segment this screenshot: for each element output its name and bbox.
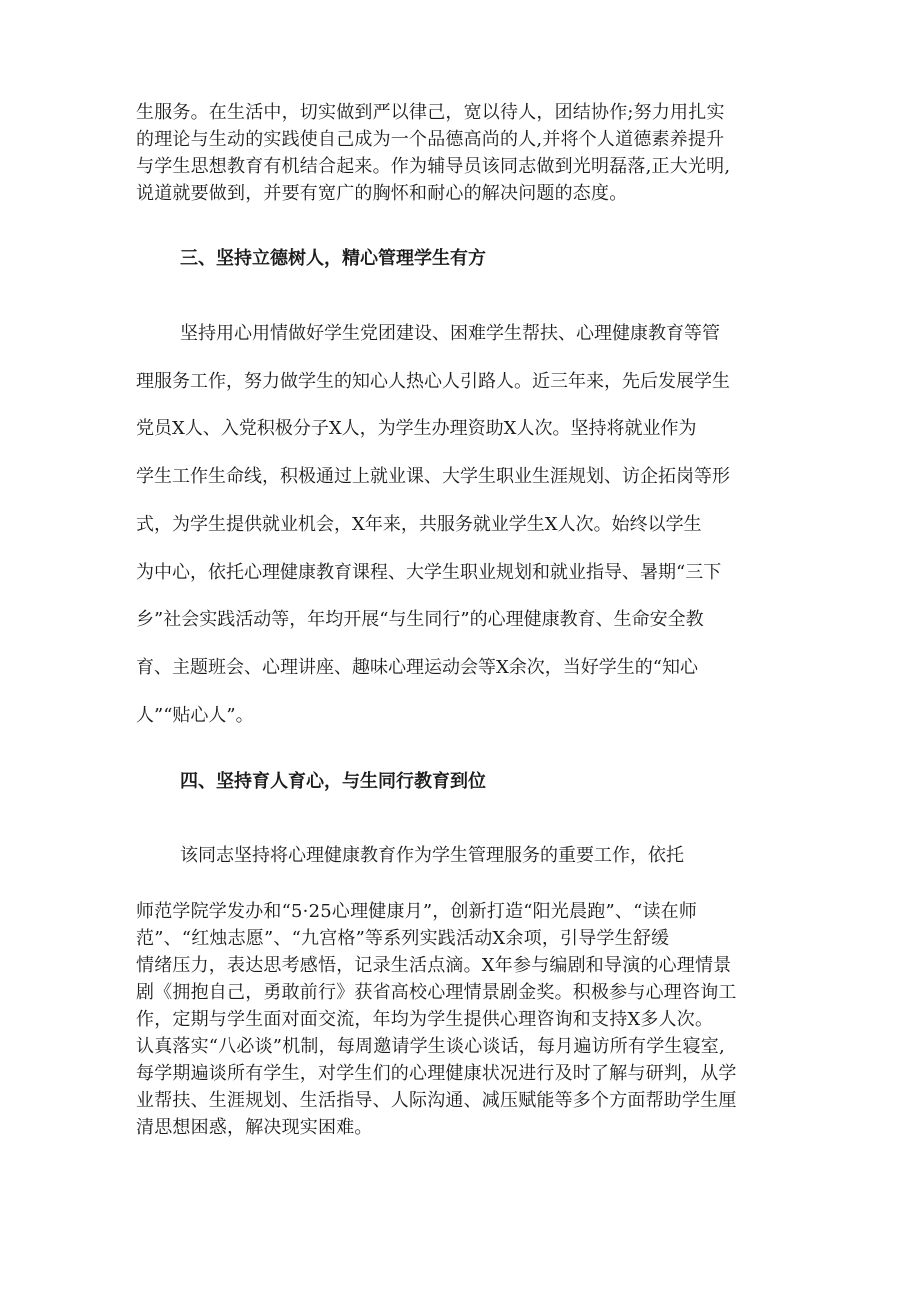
text-line: 育、主题班会、心理讲座、趣味心理运动会等X余次，当好学生的“知心 <box>136 656 699 678</box>
text-line: 剧《拥抱自己，勇敢前行》获省高校心理情景剧金奖。积极参与心理咨询工 <box>136 982 737 1003</box>
text-line: 人”“贴心人”。 <box>136 704 254 726</box>
text-line: 的理论与生动的实践使自己成为一个品德高尚的人,并将个人道德素养提升 <box>136 129 725 150</box>
section-heading-3: 三、坚持立德树人，精心管理学生有方 <box>180 248 486 269</box>
text-line: 情绪压力，表达思考感悟，记录生活点滴。X年参与编剧和导演的心理情景 <box>136 955 732 976</box>
text-line: 每学期遍谈所有学生，对学生们的心理健康状况进行及时了解与研判，从学 <box>136 1063 737 1084</box>
text-line: 理服务工作，努力做学生的知心人热心人引路人。近三年来，先后发展学生 <box>136 370 730 392</box>
paragraph-education <box>136 898 786 1141</box>
text-line: 与学生思想教育有机结合起来。作为辅导员该同志做到光明磊落,正大光明, <box>136 156 731 177</box>
text-line: 党员X人、入党积极分子X人，为学生办理资助X人次。坚持将就业作为 <box>136 418 697 440</box>
text-line: 式，为学生提供就业机会，X年来，共服务就业学生X人次。始终以学生 <box>136 513 702 535</box>
text-line: 为中心，依托心理健康教育课程、大学生职业规划和就业指导、暑期“三下 <box>136 561 722 583</box>
paragraph-education-intro: 该同志坚持将心理健康教育作为学生管理服务的重要工作，依托 <box>180 845 684 866</box>
text-line: 生服务。在生活中，切实做到严以律己，宽以待人，团结协作;努力用扎实 <box>136 102 725 123</box>
text-line: 认真落实“八必谈”机制，每周邀请学生谈心谈话，每月遍访所有学生寝室, <box>136 1036 725 1057</box>
text-line: 作，定期与学生面对面交流，年均为学生提供心理咨询和支持X多人次。 <box>136 1009 714 1030</box>
text-line: 说道就要做到，并要有宽广的胸怀和耐心的解决问题的态度。 <box>136 183 628 204</box>
text-line: 清思想困惑，解决现实困难。 <box>136 1117 373 1138</box>
text-line: 乡”社会实践活动等，年均开展“与生同行”的心理健康教育、生命安全教 <box>136 609 704 631</box>
paragraph-management <box>136 310 786 739</box>
text-line: 范”、“红烛志愿”、“九宫格”等系列实践活动X余项，引导学生舒缓 <box>136 928 670 949</box>
section-heading-4: 四、坚持育人育心，与生同行教育到位 <box>180 771 486 792</box>
text-line: 坚持用心用情做好学生党团建设、困难学生帮扶、心理健康教育等管 <box>180 323 720 344</box>
text-line: 师范学院学发办和“5·25心理健康月”，创新打造“阳光晨跑”、“读在师 <box>136 901 698 922</box>
text-line: 业帮扶、生涯规划、生活指导、人际沟通、减压赋能等多个方面帮助学生厘 <box>136 1090 737 1111</box>
paragraph-conduct <box>136 99 786 207</box>
text-line: 学生工作生命线，积极通过上就业课、大学生职业生涯规划、访企拓岗等形 <box>136 466 730 488</box>
